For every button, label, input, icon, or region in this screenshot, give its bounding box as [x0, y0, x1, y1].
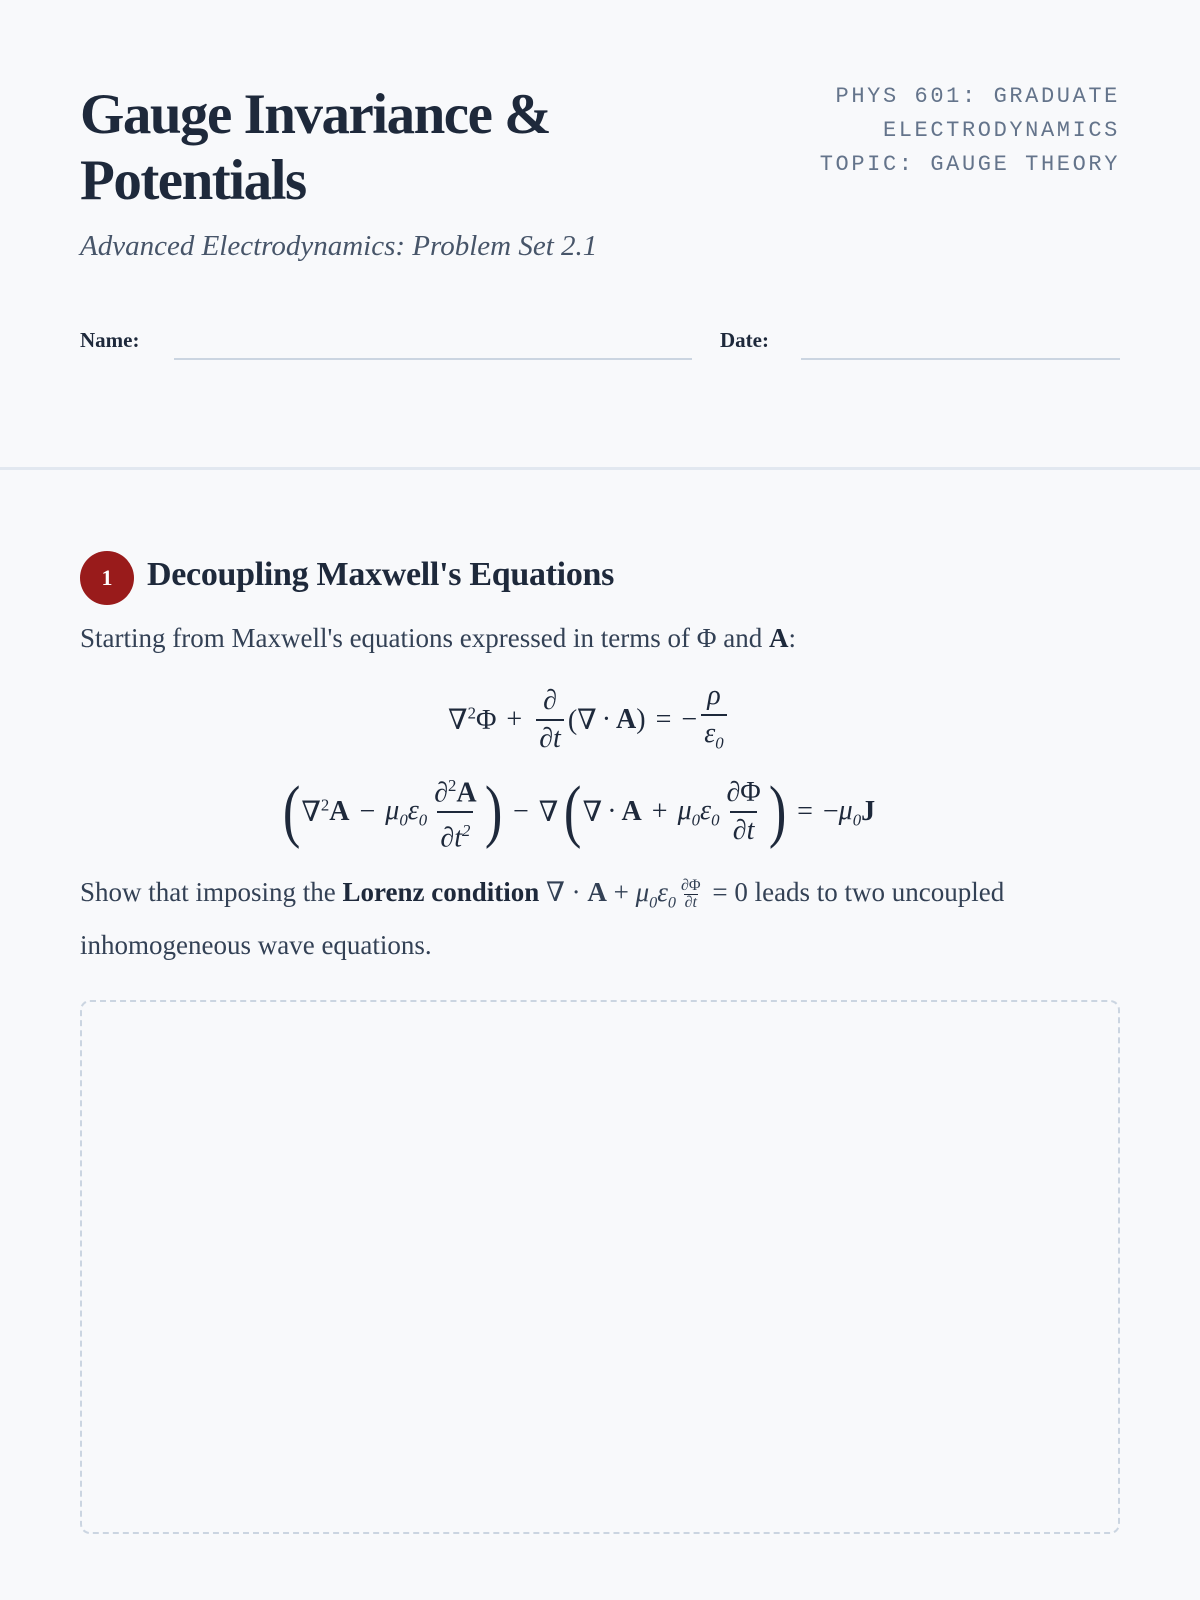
- name-label: Name:: [80, 328, 140, 352]
- intro-vector-a: A: [768, 623, 789, 653]
- page-subtitle: Advanced Electrodynamics: Problem Set 2.1: [80, 230, 598, 262]
- header-divider: [0, 467, 1200, 470]
- course-info-line-1: PHYS 601: GRADUATE: [835, 84, 1120, 109]
- date-label: Date:: [720, 328, 769, 352]
- name-field[interactable]: [174, 358, 692, 360]
- page-title-line-1: Gauge Invariance &: [80, 83, 551, 146]
- intro-phi: Φ: [696, 623, 717, 653]
- instruction-conclusion: leads to two uncoupled inhomogeneous wave equations.: [80, 877, 1005, 961]
- course-info-line-3: TOPIC: GAUGE THEORY: [819, 152, 1120, 177]
- course-info: [820, 80, 1120, 182]
- worksheet-header: [80, 0, 1120, 470]
- problem-instruction: [80, 871, 1120, 967]
- date-field[interactable]: [801, 358, 1120, 360]
- intro-and: and: [723, 623, 763, 653]
- intro-colon: :: [788, 623, 796, 653]
- equation-vector-potential: ( ∇$^2$ A − $\mu_0\varepsilon_0$ $\frac{\partial^2A}{\partial t^2}$ ) − ∇ ( ∇ · A + $\mu_0\varepsilon_0$ $\frac{\partial\Phi}{\partial t}$ ) = − $\mu_0$ J: [282, 773, 876, 854]
- lorenz-condition-formula: ∇ · $A + \mu_0\varepsilon_0$ $\frac{\partial\Phi}{\partial t}$ = 0: [546, 877, 748, 912]
- problem-intro: [80, 617, 1120, 660]
- instruction-lorenz-term: Lorenz condition: [342, 877, 540, 907]
- problem-title: Decoupling Maxwell's Equations: [147, 556, 615, 593]
- intro-text: Starting from Maxwell's equations expressed in terms of: [80, 623, 690, 653]
- answer-area[interactable]: [80, 1000, 1120, 1534]
- page-title: [80, 82, 640, 214]
- instruction-text: Show that imposing the: [80, 877, 336, 907]
- problem-number-badge: 1: [80, 551, 134, 605]
- course-info-line-2: ELECTRODYNAMICS: [882, 118, 1120, 143]
- page-title-line-2: Potentials: [80, 149, 306, 212]
- equation-scalar-potential: ∇$^2$Φ + $\frac{\partial}{\partial t}$ (∇ · A ) = − $\frac{\rho}{\varepsilon_0}$: [448, 680, 731, 760]
